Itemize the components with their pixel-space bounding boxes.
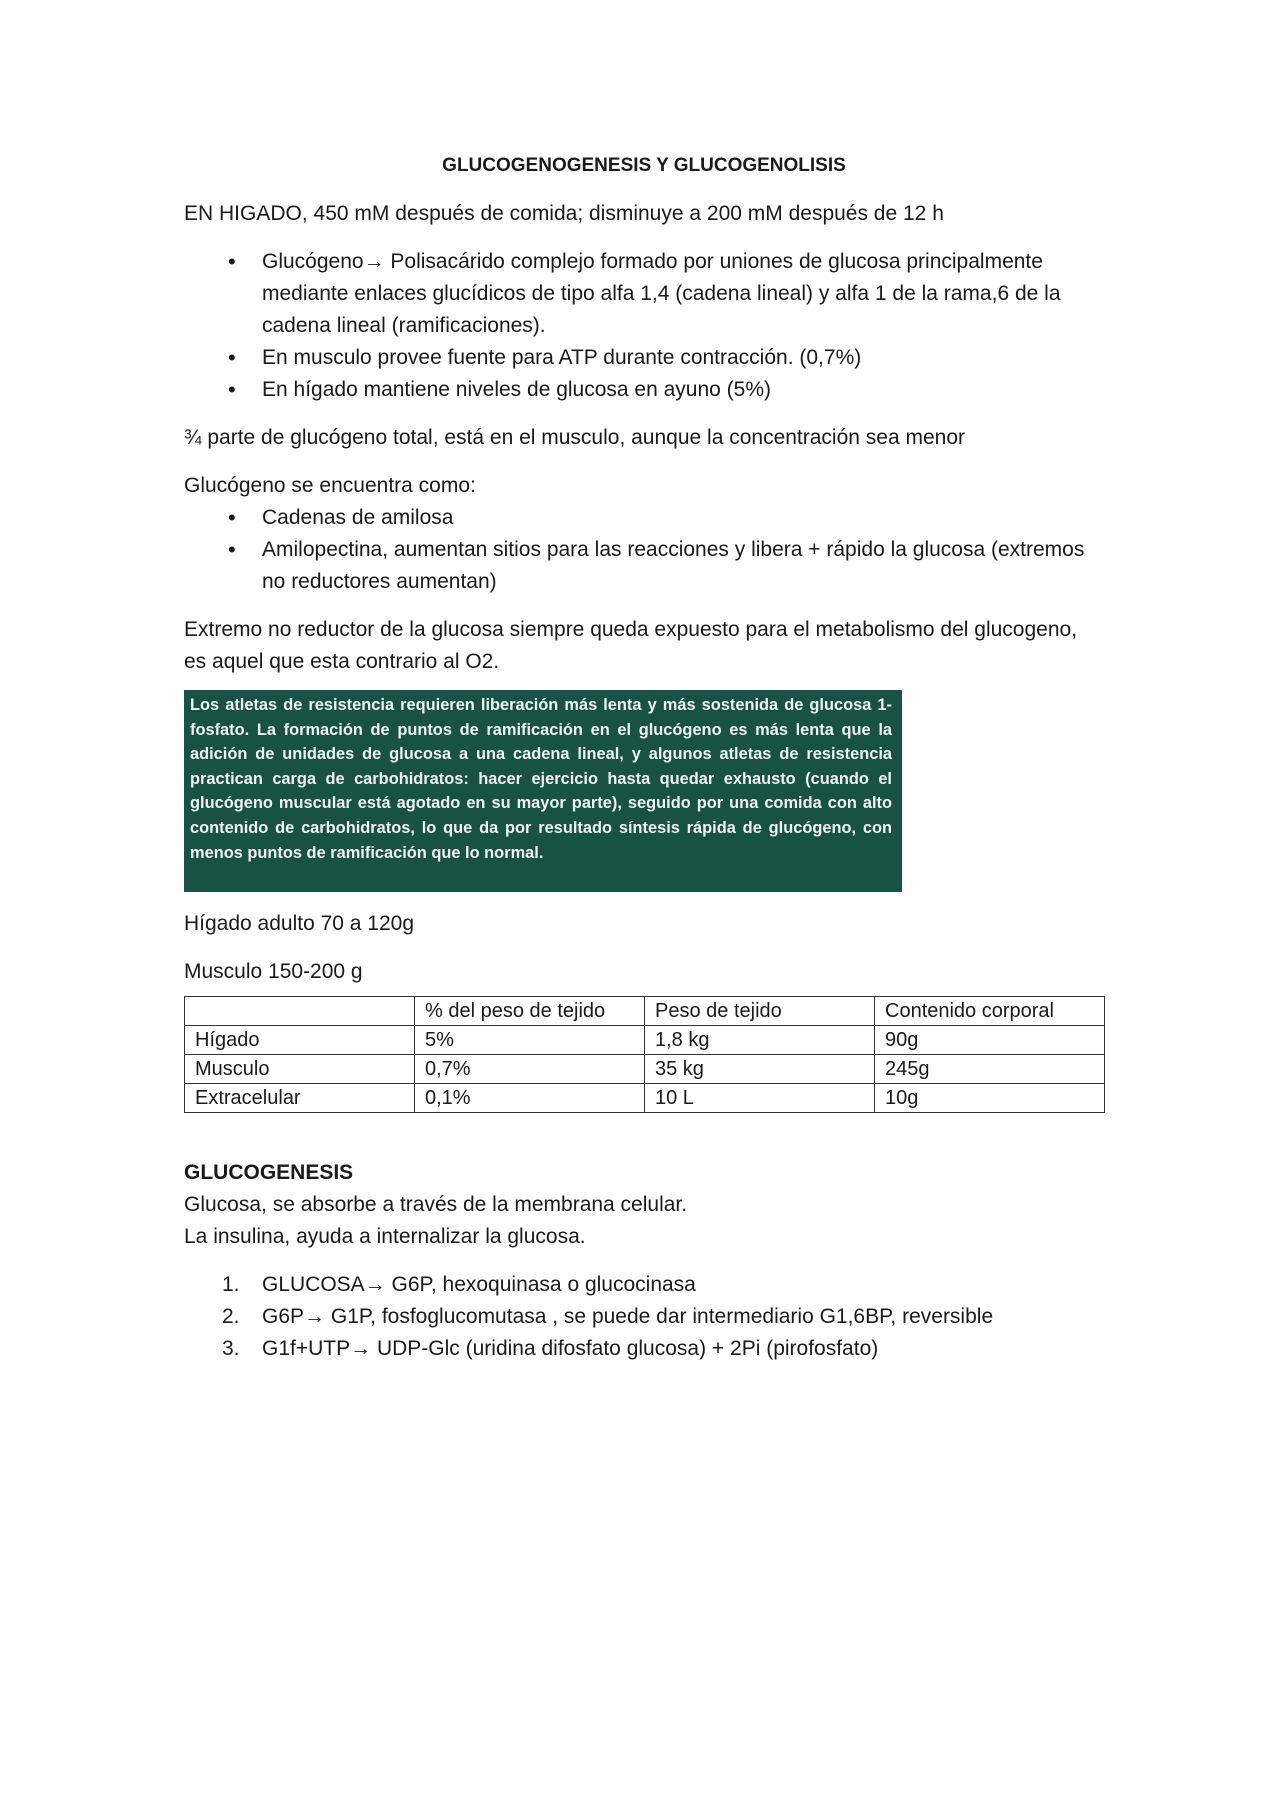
list-item: • Amilopectina, aumentan sitios para las reacciones y libera + rápido la glucosa (extremos no reductores aumentan) (184, 534, 1104, 598)
glycogen-table (184, 996, 1105, 1113)
table-cell: 10 L (645, 1084, 875, 1113)
muscle-weight: Musculo 150-200 g (184, 960, 363, 983)
table-cell: Musculo (185, 1055, 415, 1084)
list-item (184, 1333, 1104, 1365)
table-row (185, 1026, 1105, 1055)
glycogen-forms-list (184, 502, 1104, 598)
glycogen-bullet-list (184, 246, 1104, 406)
liver-weight: Hígado adulto 70 a 120g (184, 912, 415, 935)
list-item: • En musculo provee fuente para ATP durante contracción. (0,7%) (184, 342, 1104, 374)
table-cell: 35 kg (645, 1055, 875, 1084)
document-page (184, 150, 1104, 1365)
table-header-cell: Contenido corporal (875, 997, 1105, 1026)
table-cell: Hígado (185, 1026, 415, 1055)
list-item: • Cadenas de amilosa (184, 502, 1104, 534)
table-cell: Extracelular (185, 1084, 415, 1113)
step-text: GLUCOSA→ G6P, hexoquinasa o glucocinasa (262, 1273, 696, 1296)
step-number: 2. (222, 1305, 240, 1328)
table-header-cell (185, 997, 415, 1026)
table-header-cell: % del peso de tejido (415, 997, 645, 1026)
step-number: 1. (222, 1273, 240, 1296)
list-item (184, 1269, 1104, 1301)
glucogenesis-line: Glucosa, se absorbe a través de la membrana celular. (184, 1193, 688, 1216)
list-item (184, 1301, 1104, 1333)
table-row (185, 1084, 1105, 1113)
list-item: • Glucógeno→ Polisacárido complejo formado por uniones de glucosa principalmente mediante enlaces glucídicos de tipo alfa 1,4 (cadena lineal) y alfa 1 de la rama,6 de la cadena lineal (ramificaciones). (184, 246, 1104, 342)
athletes-callout-image: Los atletas de resistencia requieren liberación más lenta y más sostenida de glucosa 1-fosfato. La formación de puntos de ramificación en el glucógeno es más lenta que la adición de unidades de glucosa a una cadena lineal, y algunos atletas de resistencia practican carga de carbohidratos: hacer ejercicio hasta quedar exhausto (cuando el glucógeno muscular está agotado en su mayor parte), seguido por una comida con alto contenido de carbohidratos, lo que da por resultado síntesis rápida de glucógeno, con menos puntos de ramificación que lo normal. (184, 690, 902, 892)
table-header-row (185, 997, 1105, 1026)
intro-paragraph: EN HIGADO, 450 mM después de comida; disminuye a 200 mM después de 12 h (184, 202, 944, 225)
non-reducing-end-paragraph: Extremo no reductor de la glucosa siempre queda expuesto para el metabolismo del glucogeno, es aquel que esta contrario al O2. (184, 618, 1078, 673)
table-cell: 0,7% (415, 1055, 645, 1084)
table-cell: 245g (875, 1055, 1105, 1084)
table-row (185, 1055, 1105, 1084)
step-text: G6P→ G1P, fosfoglucomutasa , se puede dar intermediario G1,6BP, reversible (262, 1305, 994, 1328)
table-cell: 10g (875, 1084, 1105, 1113)
table-cell: 90g (875, 1026, 1105, 1055)
step-text: G1f+UTP→ UDP-Glc (uridina difosfato glucosa) + 2Pi (pirofosfato) (262, 1337, 879, 1360)
glucogenesis-heading: GLUCOGENESIS (184, 1161, 354, 1184)
list-item: • En hígado mantiene niveles de glucosa en ayuno (5%) (184, 374, 1104, 406)
glucogenesis-line: La insulina, ayuda a internalizar la glucosa. (184, 1225, 586, 1248)
table-cell: 0,1% (415, 1084, 645, 1113)
three-quarters-paragraph: ¾ parte de glucógeno total, está en el musculo, aunque la concentración sea menor (184, 426, 966, 449)
forms-intro: Glucógeno se encuentra como: (184, 474, 476, 497)
step-number: 3. (222, 1337, 240, 1360)
document-title: GLUCOGENOGENESIS Y GLUCOGENOLISIS (442, 155, 846, 176)
glucogenesis-steps-list (184, 1269, 1104, 1365)
table-cell: 1,8 kg (645, 1026, 875, 1055)
table-header-cell: Peso de tejido (645, 997, 875, 1026)
table-cell: 5% (415, 1026, 645, 1055)
